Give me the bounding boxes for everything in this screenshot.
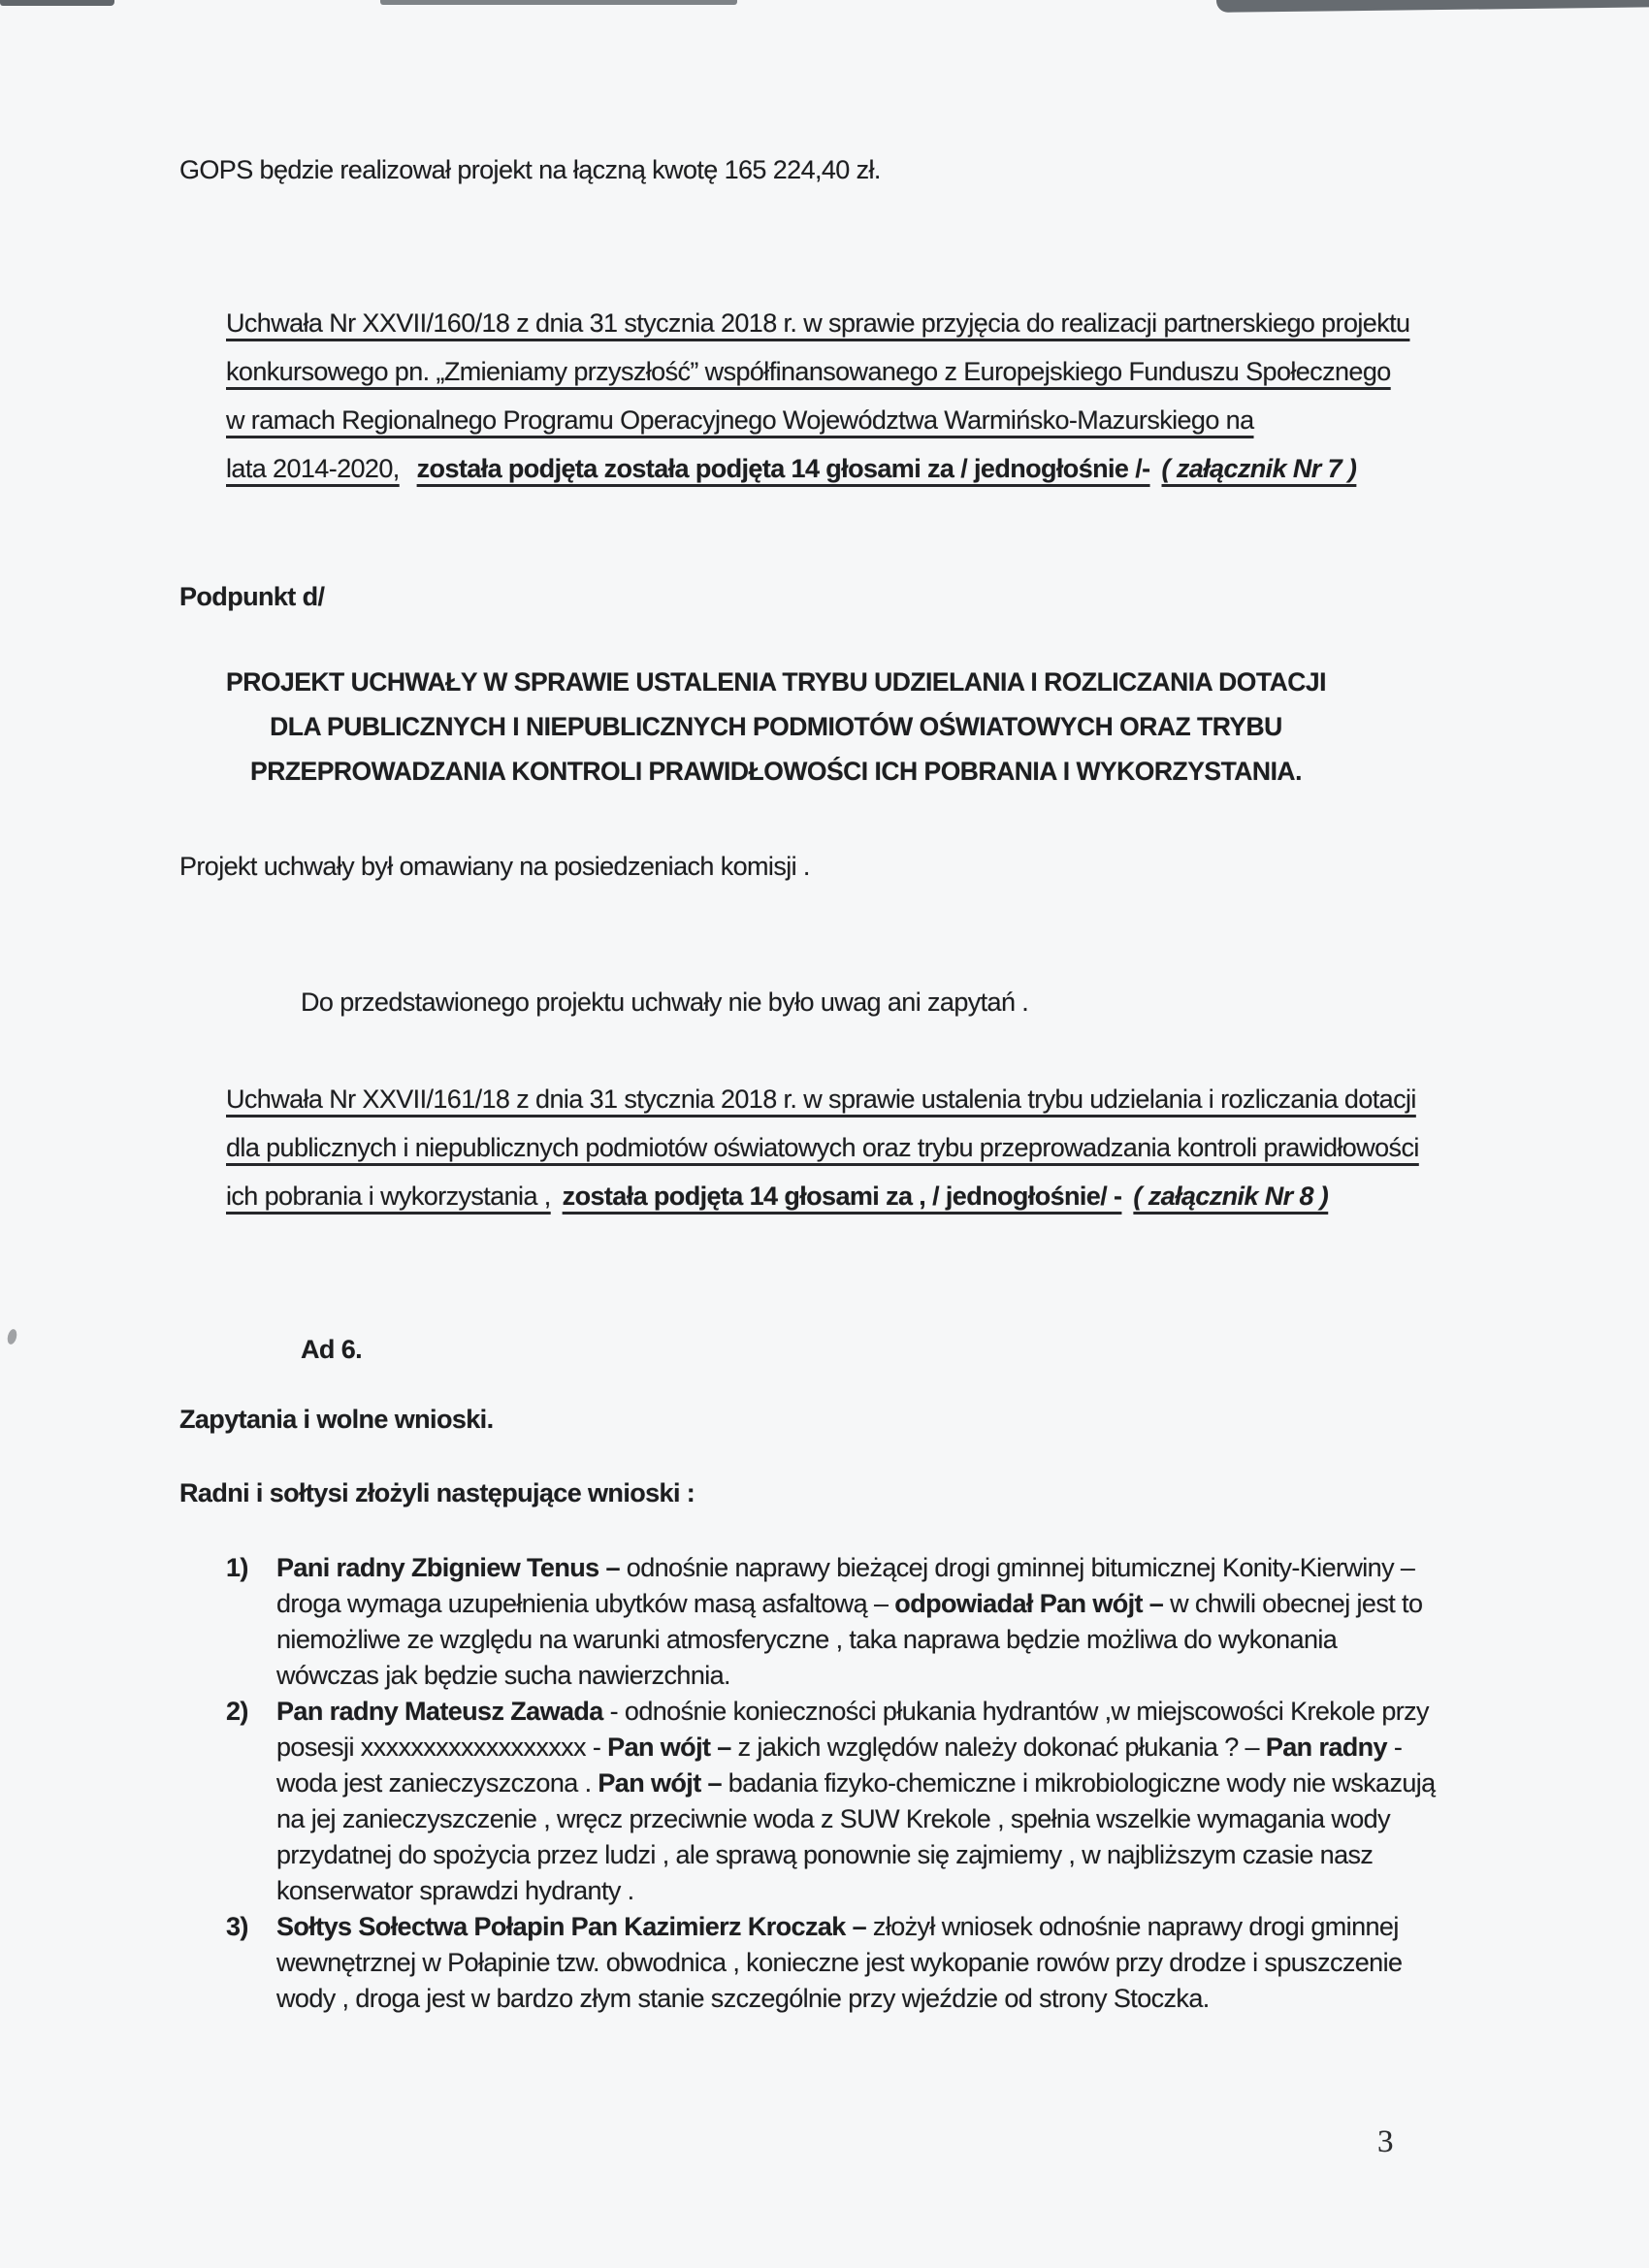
request-item-1 <box>226 1550 1458 1694</box>
request-2-body <box>276 1694 1445 1909</box>
scan-artifact-top-right <box>1216 0 1649 13</box>
request-1-body <box>276 1550 1445 1694</box>
request-1-speaker-name: Pani radny Zbigniew Tenus – <box>276 1553 620 1582</box>
resolution-161-attachment-ref: ( załącznik Nr 8 ) <box>1133 1182 1329 1211</box>
intro-paragraph: GOPS będzie realizował projekt na łączną kwotę 165 224,40 zł. <box>179 155 881 184</box>
request-2-speaker-name: Pan radny Mateusz Zawada <box>276 1697 603 1726</box>
request-3-number: 3) <box>226 1912 248 1941</box>
resolution-161-line-3 <box>226 1172 1419 1220</box>
resolution-160-line-1: Uchwała Nr XXVII/160/18 z dnia 31 stycznia 2018 r. w sprawie przyjęcia do realizacji partnerskiego projektu <box>226 308 1410 338</box>
questions-section-title: Zapytania i wolne wnioski. <box>179 1405 494 1434</box>
request-1-text: odnośnie naprawy bieżącej drogi gminnej bitumicznej Konity-Kierwiny – droga wymaga uzupełnienia ubytków masą asfaltową – <box>276 1553 1415 1618</box>
request-3-speaker-name: Sołtys Sołectwa Połapin Pan Kazimierz Kroczak – <box>276 1912 867 1941</box>
request-2-text-3: - woda jest zanieczyszczona . <box>276 1733 1403 1798</box>
committee-note: Projekt uchwały był omawiany na posiedzeniach komisji . <box>179 852 810 881</box>
requests-intro: Radni i sołtysi złożyli następujące wnioski : <box>179 1478 695 1507</box>
request-2-wojt-name-2: Pan wójt – <box>598 1768 722 1798</box>
section-ad6-label: Ad 6. <box>301 1335 363 1364</box>
resolution-160-years: lata 2014-2020, <box>226 454 400 483</box>
request-1-number: 1) <box>226 1553 248 1582</box>
resolution-160-attachment-ref: ( załącznik Nr 7 ) <box>1161 454 1357 483</box>
draft-resolution-heading <box>165 660 1387 794</box>
request-2-number: 2) <box>226 1697 248 1726</box>
request-item-2 <box>226 1694 1458 1909</box>
resolution-160-line-4 <box>226 444 1409 493</box>
scan-artifact-left-margin <box>6 1328 18 1345</box>
request-2-text-4: badania fizyko-chemiczne i mikrobiologiczne wody nie wskazują na jej zanieczyszczenie , wręcz przeciwnie woda z SUW Krekole , spełnia wszelkie wymagania wody przydatnej do spożycia przez ludzi , ale sprawą ponownie się zajmiemy , w najbliższym czasie nasz konserwator sprawdzi hydranty . <box>276 1768 1436 1905</box>
resolution-160-line-3: w ramach Regionalnego Programu Operacyjnego Województwa Warmińsko-Mazurskiego na <box>226 405 1254 435</box>
request-2-text-1: - odnośnie konieczności płukania hydrantów ,w miejscowości Krekole przy posesji xxxxxxxxxxxxxxxxxx - <box>276 1697 1429 1762</box>
request-2-wojt-name-1: Pan wójt – <box>607 1733 731 1762</box>
resolution-xxvii-160-paragraph <box>226 299 1409 493</box>
request-2-text-2: z jakich względów należy dokonać płukania ? – <box>730 1733 1266 1762</box>
draft-heading-line-2: DLA PUBLICZNYCH I NIEPUBLICZNYCH PODMIOTÓW OŚWIATOWYCH ORAZ TRYBU <box>270 712 1282 741</box>
resolution-161-line-1: Uchwała Nr XXVII/161/18 z dnia 31 stycznia 2018 r. w sprawie ustalenia trybu udzielania i rozliczania dotacji <box>226 1085 1416 1114</box>
resolution-161-subject-end: ich pobrania i wykorzystania , <box>226 1182 551 1211</box>
request-1-responder-name: odpowiadał Pan wójt – <box>894 1589 1164 1618</box>
resolution-161-line-2: dla publicznych i niepublicznych podmiotów oświatowych oraz trybu przeprowadzania kontroli prawidłowości <box>226 1133 1419 1162</box>
page-number: 3 <box>1377 2124 1394 2159</box>
subpoint-label: Podpunkt d/ <box>179 582 325 611</box>
request-3-text: złożył wniosek odnośnie naprawy drogi gminnej wewnętrznej w Połapinie tzw. obwodnica , konieczne jest wykopanie rowów przy drodze i spuszczenie wody , droga jest w bardzo złym stanie szczególnie przy wjeździe od strony Stoczka. <box>276 1912 1403 2013</box>
draft-heading-line-3: PRZEPROWADZANIA KONTROLI PRAWIDŁOWOŚCI ICH POBRANIA I WYKORZYSTANIA. <box>250 757 1302 786</box>
resolution-160-decision: została podjęta została podjęta 14 głosami za / jednogłośnie /- <box>416 454 1150 483</box>
request-2-radny-name: Pan radny <box>1265 1733 1387 1762</box>
draft-heading-line-1: PROJEKT UCHWAŁY W SPRAWIE USTALENIA TRYBU UDZIELANIA I ROZLICZANIA DOTACJI <box>226 667 1326 697</box>
resolution-160-line-2: konkursowego pn. „Zmieniamy przyszłość” współfinansowanego z Europejskiego Funduszu Społecznego <box>226 357 1391 386</box>
scan-artifact-top-left <box>0 0 114 6</box>
resolution-xxvii-161-paragraph <box>226 1075 1419 1220</box>
no-remarks-note: Do przedstawionego projektu uchwały nie było uwag ani zapytań . <box>301 988 1029 1017</box>
scan-artifact-top-center <box>380 0 737 5</box>
request-item-3 <box>226 1909 1458 2017</box>
request-3-body <box>276 1909 1445 2017</box>
resolution-161-decision: została podjęta 14 głosami za , / jednogłośnie/ - <box>562 1182 1122 1211</box>
request-1-response-text: w chwili obecnej jest to niemożliwe ze względu na warunki atmosferyczne , taka naprawa będzie możliwa do wykonania wówczas jak będzie sucha nawierzchnia. <box>276 1589 1423 1690</box>
requests-list <box>226 1550 1458 2017</box>
